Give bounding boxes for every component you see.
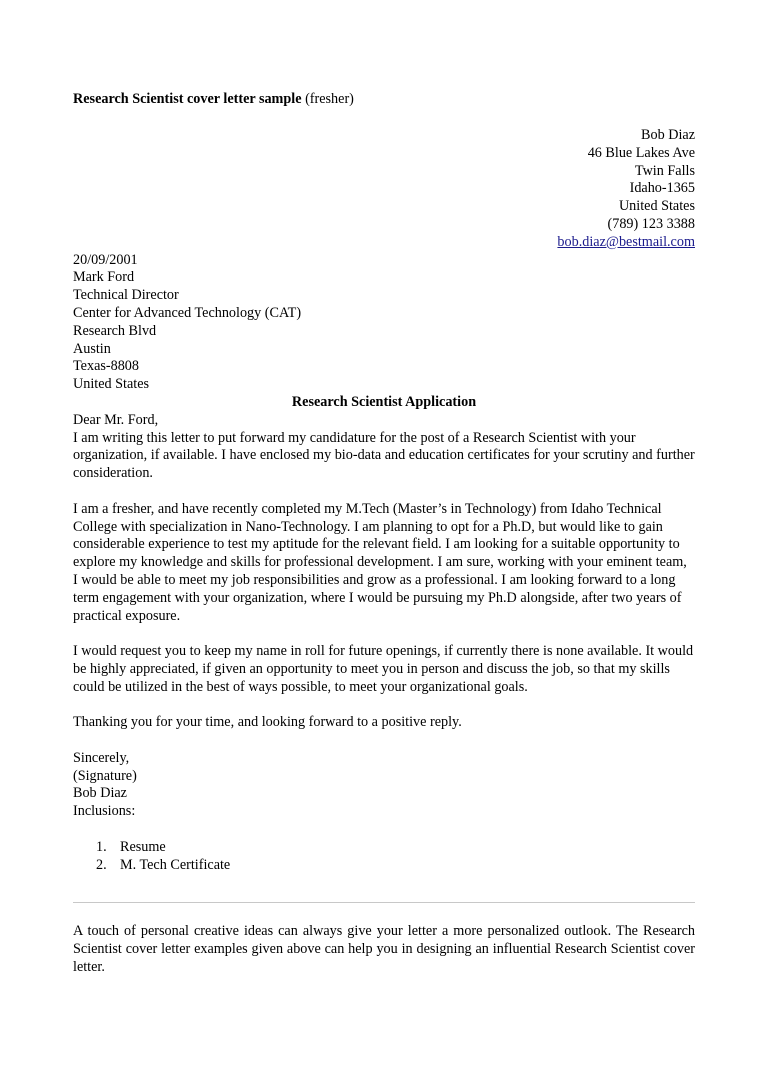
sender-phone: (789) 123 3388 — [607, 215, 695, 232]
list-item-number: 1. — [96, 838, 107, 855]
inclusions-list — [73, 839, 695, 875]
sender-state-zip: Idaho-1365 — [629, 180, 695, 197]
valediction: Sincerely, — [73, 749, 130, 766]
body-paragraph-3: I would request you to keep my name in roll for future openings, if currently there is none available. It would be highly appreciated, if given an opportunity to meet you in person and discuss the job, so that my skills could be utilized in the best of ways possible, to meet your organizational goals. — [73, 643, 694, 695]
list-item-text: Resume — [120, 838, 166, 855]
sender-street: 46 Blue Lakes Ave — [587, 144, 695, 161]
body-paragraph-2: I am a fresher, and have recently completed my M.Tech (Master’s in Technology) from Idaho Technical College with specialization in Nano-Technology. I am planning to opt for a Ph.D, but would like to gain considerable experience to test my aptitude for the relevant field. I am looking for a suitable opportunity to explore my knowledge and skills for professional development. I am sure, working with your eminent team, I would be able to meet my job responsibilities and grow as a professional. I am looking forward to a long term engagement with your organization, where I would be pursuing my Ph.D alongside, after two years of practical exposure. — [73, 500, 687, 624]
recipient-company: Center for Advanced Technology (CAT) — [73, 304, 302, 321]
letter-subject: Research Scientist Application — [291, 393, 477, 410]
sender-email-link[interactable]: bob.diaz@bestmail.com — [557, 233, 695, 250]
recipient-address-block — [73, 252, 695, 394]
document-page — [73, 91, 695, 977]
letter-date: 20/09/2001 — [73, 251, 138, 268]
closing-block — [73, 750, 695, 821]
salutation: Dear Mr. Ford, — [73, 411, 159, 428]
recipient-state-zip: Texas-8808 — [73, 358, 139, 375]
recipient-title: Technical Director — [73, 287, 179, 304]
recipient-name: Mark Ford — [73, 269, 135, 286]
sender-name: Bob Diaz — [641, 127, 695, 143]
footer-paragraph: A touch of personal creative ideas can always give your letter a more personalized outlook. The Research Scientist cover letter examples given above can help you in designing an influential Research Scientist cover letter. — [73, 923, 695, 976]
horizontal-divider — [73, 902, 695, 903]
sender-address-block — [73, 127, 695, 252]
body-paragraph-1: I am writing this letter to put forward my candidature for the post of a Research Scientist with your organization, if available. I have enclosed my bio-data and education certificates for your scrutiny and further consideration. — [73, 429, 695, 482]
list-item-text: M. Tech Certificate — [120, 856, 231, 873]
sender-country: United States — [618, 198, 695, 215]
recipient-city: Austin — [73, 340, 111, 357]
closing-name: Bob Diaz — [73, 785, 127, 802]
list-item — [73, 857, 695, 875]
signature-placeholder: (Signature) — [73, 767, 137, 784]
body-paragraph-4: Thanking you for your time, and looking forward to a positive reply. — [73, 714, 462, 731]
list-item — [73, 839, 695, 857]
title-suffix: (fresher) — [301, 91, 354, 107]
recipient-country: United States — [73, 376, 150, 393]
document-title — [73, 91, 695, 109]
sender-city: Twin Falls — [634, 162, 695, 179]
recipient-street: Research Blvd — [73, 322, 157, 339]
list-item-number: 2. — [96, 856, 107, 873]
title-bold: Research Scientist cover letter sample — [73, 91, 302, 107]
inclusions-label: Inclusions: — [73, 803, 136, 820]
